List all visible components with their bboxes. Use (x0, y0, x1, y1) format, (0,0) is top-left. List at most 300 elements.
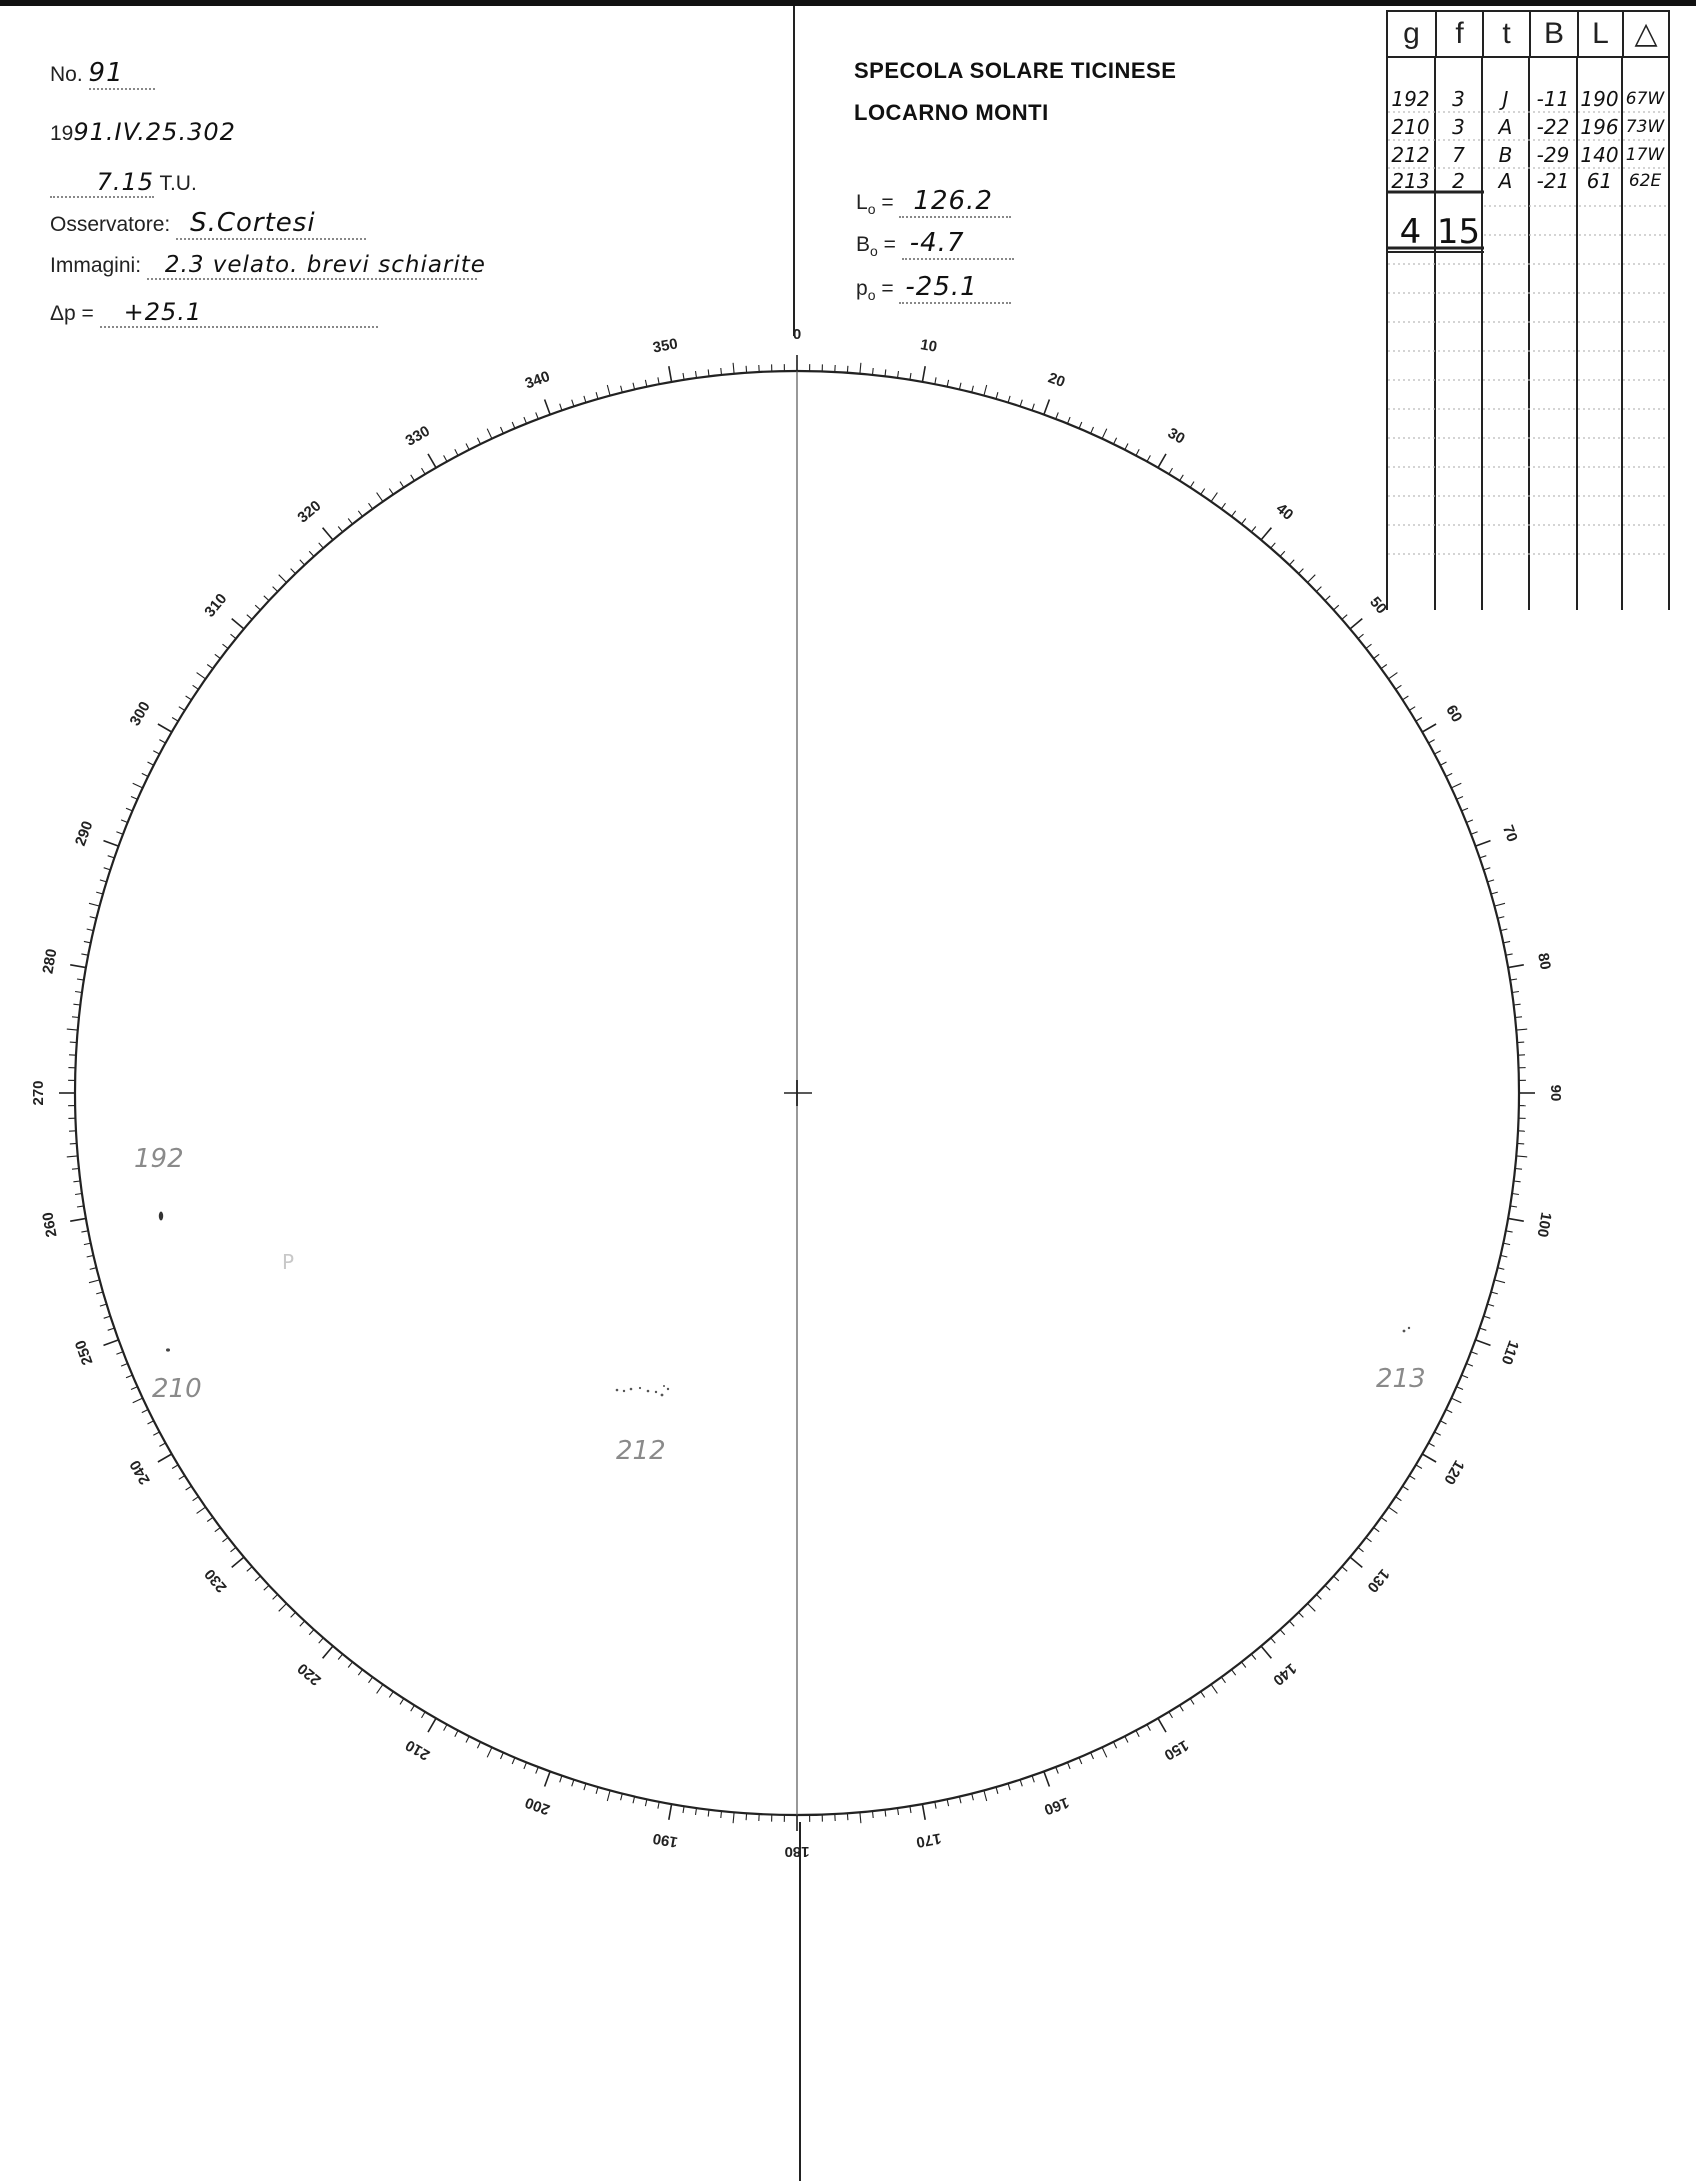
degree-tick (255, 605, 260, 610)
degree-tick (369, 503, 373, 509)
degree-tick (1451, 783, 1461, 788)
degree-tick (1510, 979, 1517, 980)
degree-tick (389, 1692, 393, 1698)
degree-tick (1280, 551, 1285, 556)
spot (639, 1387, 641, 1389)
degree-tick (67, 1156, 78, 1157)
degree-tick (584, 396, 586, 403)
degree-tick (193, 685, 199, 689)
degree-tick (512, 1758, 515, 1764)
spot (661, 1394, 664, 1397)
degree-label: 290 (71, 818, 97, 849)
degree-tick (847, 366, 848, 373)
degree-tick (1358, 1547, 1363, 1551)
institution-name: SPECOLA SOLARE TICINESE (854, 58, 1177, 83)
degree-tick (309, 1630, 314, 1635)
cell-f: 2 (1452, 169, 1465, 193)
degree-tick (1512, 992, 1519, 993)
degree-tick (1416, 718, 1422, 722)
degree-tick (389, 489, 393, 495)
degree-tick (1325, 596, 1330, 601)
degree-tick (422, 1712, 426, 1718)
degree-tick (696, 1808, 697, 1815)
date-prefix: 19 (50, 122, 74, 145)
degree-tick (1032, 1776, 1034, 1783)
degree-tick (1498, 1268, 1505, 1270)
degree-tick (70, 1218, 86, 1221)
degree-tick (72, 1169, 79, 1170)
degree-tick (501, 427, 504, 433)
degree-tick (1517, 1143, 1524, 1144)
degree-tick (1457, 797, 1463, 800)
degree-tick (1510, 1206, 1517, 1207)
degree-tick (721, 1811, 722, 1818)
degree-tick (746, 366, 747, 373)
degree-tick (560, 404, 562, 411)
degree-tick (1211, 493, 1217, 502)
degree-tick (300, 1621, 305, 1626)
degree-tick (358, 1670, 362, 1676)
degree-tick (1388, 1507, 1397, 1513)
degree-label: 340 (522, 367, 553, 393)
degree-tick (1381, 1517, 1387, 1521)
institution-location: LOCARNO MONTI (854, 100, 1049, 125)
degree-tick (1476, 841, 1491, 847)
degree-tick (984, 1790, 987, 1801)
degree-tick (1350, 1557, 1362, 1567)
total-groups: 4 (1399, 212, 1422, 252)
degree-tick (148, 762, 154, 765)
degree-label: 320 (294, 497, 325, 527)
degree-tick (215, 654, 221, 658)
degree-tick (67, 1029, 78, 1030)
degree-tick (935, 1802, 936, 1809)
degree-tick (733, 1812, 734, 1823)
degree-tick (444, 1725, 447, 1731)
degree-label: 10 (918, 336, 939, 356)
group-label-213: 213 (1376, 1364, 1426, 1394)
degree-tick (75, 1194, 82, 1195)
L0-sub: o (867, 201, 876, 218)
header-t: t (1484, 12, 1531, 56)
cell-t: B (1498, 143, 1513, 167)
degree-tick (658, 1802, 659, 1809)
cell-f: 3 (1452, 115, 1465, 139)
faint-mark: P (282, 1250, 295, 1274)
cell-L: 140 (1580, 143, 1619, 167)
cell-g: 192 (1391, 87, 1430, 111)
degree-tick (1388, 673, 1397, 679)
cell-B: -22 (1536, 115, 1570, 139)
degree-tick (1396, 1497, 1402, 1501)
degree-tick (1501, 1255, 1508, 1257)
degree-tick (1169, 1712, 1173, 1718)
degree-tick (70, 965, 86, 968)
cell-delta: 62E (1628, 171, 1662, 191)
degree-tick (291, 569, 296, 574)
degree-tick (645, 380, 647, 387)
degree-tick (545, 400, 551, 415)
degree-label: 210 (402, 1736, 433, 1764)
degree-tick (273, 1595, 278, 1600)
degree-tick (972, 386, 974, 393)
degree-tick (369, 1677, 373, 1683)
degree-tick (1488, 1304, 1495, 1306)
p0-value: -25.1 (905, 272, 978, 302)
degree-tick (1462, 1375, 1468, 1378)
degree-tick (172, 1465, 178, 1469)
degree-tick (524, 1762, 527, 1769)
sunspot-group-212 (616, 1385, 670, 1396)
degree-tick (1032, 404, 1034, 411)
degree-tick (1462, 808, 1468, 811)
degree-tick (1299, 569, 1304, 574)
degree-tick (1366, 644, 1372, 648)
degree-tick (179, 1476, 185, 1480)
degree-tick (477, 1742, 480, 1748)
degree-tick (1374, 1528, 1380, 1532)
degree-tick (428, 454, 436, 468)
degree-tick (733, 363, 734, 374)
degree-tick (996, 1787, 998, 1794)
degree-tick (73, 1004, 80, 1005)
degree-label: 60 (1442, 702, 1466, 726)
degree-label: 130 (1363, 1565, 1393, 1596)
degree-tick (338, 1654, 342, 1659)
degree-tick (104, 1340, 119, 1346)
degree-tick (1466, 1364, 1473, 1367)
degree-tick (996, 392, 998, 399)
degree-tick (1494, 903, 1505, 906)
degree-tick (1180, 475, 1184, 481)
cell-g: 213 (1391, 169, 1430, 193)
degree-tick (1261, 1646, 1271, 1658)
degree-tick (153, 1432, 159, 1435)
degree-tick (348, 519, 352, 525)
degree-tick (247, 1567, 252, 1572)
degree-tick (104, 841, 119, 847)
degree-tick (428, 1718, 436, 1732)
degree-tick (89, 1280, 100, 1283)
degree-tick (596, 392, 598, 399)
degree-tick (1514, 1004, 1521, 1005)
degree-tick (126, 1375, 132, 1378)
degree-tick (669, 366, 672, 382)
degree-tick (1114, 438, 1117, 444)
degree-tick (358, 511, 362, 517)
degree-label: 90 (1547, 1084, 1565, 1102)
degree-tick (935, 377, 936, 384)
degree-tick (669, 1804, 672, 1820)
degree-tick (1381, 665, 1387, 669)
degree-tick (84, 941, 91, 943)
degree-tick (536, 1767, 539, 1774)
degree-tick (77, 1206, 84, 1207)
degree-tick (1136, 449, 1139, 455)
degree-tick (1342, 1567, 1347, 1572)
degree-tick (1457, 1387, 1463, 1390)
degree-tick (1480, 1328, 1487, 1330)
degree-tick (1211, 1684, 1217, 1693)
degree-tick (84, 1243, 91, 1245)
degree-tick (148, 1421, 154, 1424)
degree-tick (1091, 427, 1094, 433)
degree-tick (1068, 417, 1071, 424)
degree-tick (133, 1398, 143, 1403)
degree-tick (186, 696, 192, 700)
degree-tick (1251, 1654, 1255, 1659)
degree-tick (142, 1410, 148, 1413)
degree-tick (721, 368, 722, 375)
degree-tick (1102, 1747, 1107, 1757)
degree-tick (77, 979, 84, 980)
degree-tick (153, 751, 159, 754)
degree-tick (400, 1699, 404, 1705)
degree-tick (197, 1507, 206, 1513)
degree-tick (1494, 1280, 1505, 1283)
degree-tick (1374, 654, 1380, 658)
degree-tick (231, 1547, 236, 1551)
degree-label: 230 (201, 1565, 231, 1596)
p0-sub: o (867, 287, 876, 304)
header-L: L (1579, 12, 1624, 56)
degree-tick (1516, 1156, 1527, 1157)
degree-tick (159, 1443, 165, 1446)
spot (166, 1348, 170, 1351)
degree-tick (1480, 856, 1487, 858)
degree-label: 120 (1440, 1457, 1468, 1488)
cell-g: 212 (1391, 143, 1430, 167)
group-label-210: 210 (152, 1374, 202, 1404)
degree-tick (87, 1255, 94, 1257)
degree-tick (247, 615, 252, 620)
degree-tick (1471, 1352, 1478, 1355)
degree-tick (90, 917, 97, 919)
degree-tick (159, 740, 165, 743)
degree-tick (873, 1811, 874, 1818)
degree-tick (1429, 740, 1435, 743)
degree-tick (847, 1813, 848, 1820)
degree-tick (947, 380, 949, 387)
L0-symbol: L (856, 191, 868, 214)
degree-tick (279, 575, 287, 583)
degree-label: 240 (126, 1457, 154, 1488)
degree-tick (1446, 773, 1452, 776)
degree-tick (1079, 422, 1082, 428)
degree-tick (873, 368, 874, 375)
degree-tick (1008, 396, 1010, 403)
degree-tick (898, 1808, 899, 1815)
p0-symbol: p (856, 277, 868, 300)
degree-label: 140 (1269, 1659, 1300, 1689)
degree-tick (193, 1497, 199, 1501)
degree-tick (1515, 1169, 1522, 1170)
degree-tick (264, 1585, 269, 1590)
degree-tick (910, 1806, 911, 1813)
degree-tick (223, 644, 229, 648)
degree-tick (1334, 1576, 1339, 1581)
degree-tick (100, 880, 107, 882)
sunspot-group-210 (166, 1348, 170, 1351)
degree-label: 50 (1366, 593, 1390, 618)
cell-B: -11 (1536, 87, 1570, 111)
degree-tick (560, 1776, 562, 1783)
degree-label: 110 (1497, 1338, 1522, 1367)
degree-tick (572, 1780, 574, 1787)
degree-label: 280 (39, 947, 61, 976)
delta-p-value: +25.1 (123, 298, 203, 326)
degree-tick (422, 468, 426, 474)
degree-tick (1251, 527, 1255, 532)
degree-tick (179, 707, 185, 711)
degree-tick (708, 1810, 709, 1817)
degree-tick (108, 1328, 115, 1330)
degree-tick (910, 373, 911, 380)
spot (159, 1212, 163, 1221)
degree-tick (1508, 1218, 1524, 1221)
degree-label: 100 (1533, 1210, 1555, 1239)
images-value: 2.3 velato. brevi schiarite (164, 252, 486, 278)
degree-tick (922, 1804, 925, 1820)
degree-tick (1068, 1762, 1071, 1769)
degree-tick (658, 377, 659, 384)
degree-tick (1516, 1029, 1527, 1030)
degree-tick (338, 527, 342, 532)
degree-label: 250 (71, 1337, 97, 1368)
cell-delta: 73W (1625, 117, 1665, 137)
degree-tick (444, 455, 447, 461)
degree-tick (1506, 954, 1513, 955)
spot (1408, 1327, 1410, 1329)
degree-tick (1232, 511, 1236, 517)
degree-tick (947, 1799, 949, 1806)
degree-tick (323, 528, 333, 540)
degree-tick (1491, 892, 1498, 894)
degree-tick (959, 1797, 961, 1804)
degree-tick (1308, 575, 1316, 583)
degree-tick (1435, 751, 1441, 754)
degree-tick (1242, 519, 1246, 525)
degree-tick (1325, 1585, 1330, 1590)
degree-tick (1289, 1621, 1294, 1626)
degree-label: 260 (39, 1210, 61, 1239)
spot (663, 1385, 665, 1387)
degree-tick (501, 1753, 504, 1759)
degree-tick (400, 482, 404, 488)
spot (1403, 1330, 1406, 1333)
cell-delta: 17W (1625, 145, 1665, 165)
degree-tick (1501, 929, 1508, 931)
degree-tick (487, 1747, 492, 1757)
degree-tick (1271, 543, 1276, 548)
degree-tick (73, 1181, 80, 1182)
L0-value: 126.2 (913, 186, 993, 216)
degree-label: 310 (201, 590, 231, 621)
observer-value: S.Cortesi (190, 208, 316, 238)
degree-tick (1020, 1780, 1022, 1787)
degree-tick (1422, 724, 1436, 732)
cell-t: A (1498, 169, 1513, 193)
degree-tick (72, 1017, 79, 1018)
degree-tick (377, 493, 383, 502)
degree-tick (1242, 1662, 1246, 1668)
total-spots: 15 (1436, 212, 1481, 252)
degree-tick (1221, 503, 1225, 509)
degree-tick (1158, 1718, 1166, 1732)
degree-tick (1201, 489, 1205, 495)
degree-tick (1147, 1725, 1150, 1731)
degree-tick (1056, 1767, 1059, 1774)
degree-tick (524, 417, 527, 424)
degree-tick (1471, 832, 1478, 835)
degree-tick (1289, 560, 1294, 565)
degree-tick (621, 1794, 623, 1801)
degree-tick (81, 954, 88, 955)
degree-tick (1190, 482, 1194, 488)
degree-tick (1409, 707, 1415, 711)
cell-L: 196 (1580, 115, 1619, 139)
degree-tick (1316, 1595, 1321, 1600)
degree-tick (922, 366, 925, 382)
degree-tick (1044, 400, 1050, 415)
degree-tick (572, 400, 574, 407)
spot (647, 1390, 650, 1393)
observer-label: Osservatore: (50, 213, 171, 236)
degree-tick (1429, 1443, 1435, 1446)
time-value: 7.15 (96, 168, 154, 196)
cell-L: 61 (1586, 169, 1613, 193)
degree-tick (487, 429, 492, 439)
B0-field: $B_o = -4.7$ (856, 228, 1014, 260)
degree-tick (477, 438, 480, 444)
degree-tick (348, 1662, 352, 1668)
degree-tick (1271, 1638, 1276, 1643)
degree-tick (131, 797, 137, 800)
degree-tick (255, 1576, 260, 1581)
degree-tick (231, 634, 236, 638)
degree-tick (126, 808, 132, 811)
B0-sub: o (870, 243, 878, 260)
degree-label: 160 (1041, 1793, 1072, 1819)
degree-tick (885, 369, 886, 376)
degree-tick (411, 1705, 415, 1711)
degree-tick (1503, 1243, 1510, 1245)
degree-tick (1125, 1736, 1128, 1742)
degree-tick (96, 892, 103, 894)
degree-tick (1261, 528, 1271, 540)
degree-tick (1334, 605, 1339, 610)
degree-tick (291, 1612, 296, 1617)
cell-L: 190 (1580, 87, 1619, 111)
degree-tick (70, 1042, 77, 1043)
degree-tick (1451, 1398, 1461, 1403)
degree-tick (300, 560, 305, 565)
degree-tick (1280, 1630, 1285, 1635)
degree-tick (512, 422, 515, 428)
degree-label: 270 (29, 1080, 47, 1106)
degree-tick (466, 1736, 469, 1742)
degree-tick (1079, 1758, 1082, 1764)
degree-tick (116, 832, 123, 835)
group-label-212: 212 (616, 1436, 666, 1466)
degree-tick (1435, 1432, 1441, 1435)
cell-t: A (1498, 115, 1513, 139)
degree-tick (1342, 615, 1347, 620)
degree-label: 300 (126, 698, 154, 729)
spot (623, 1390, 625, 1392)
degree-tick (1358, 634, 1363, 638)
degree-tick (1506, 1231, 1513, 1232)
